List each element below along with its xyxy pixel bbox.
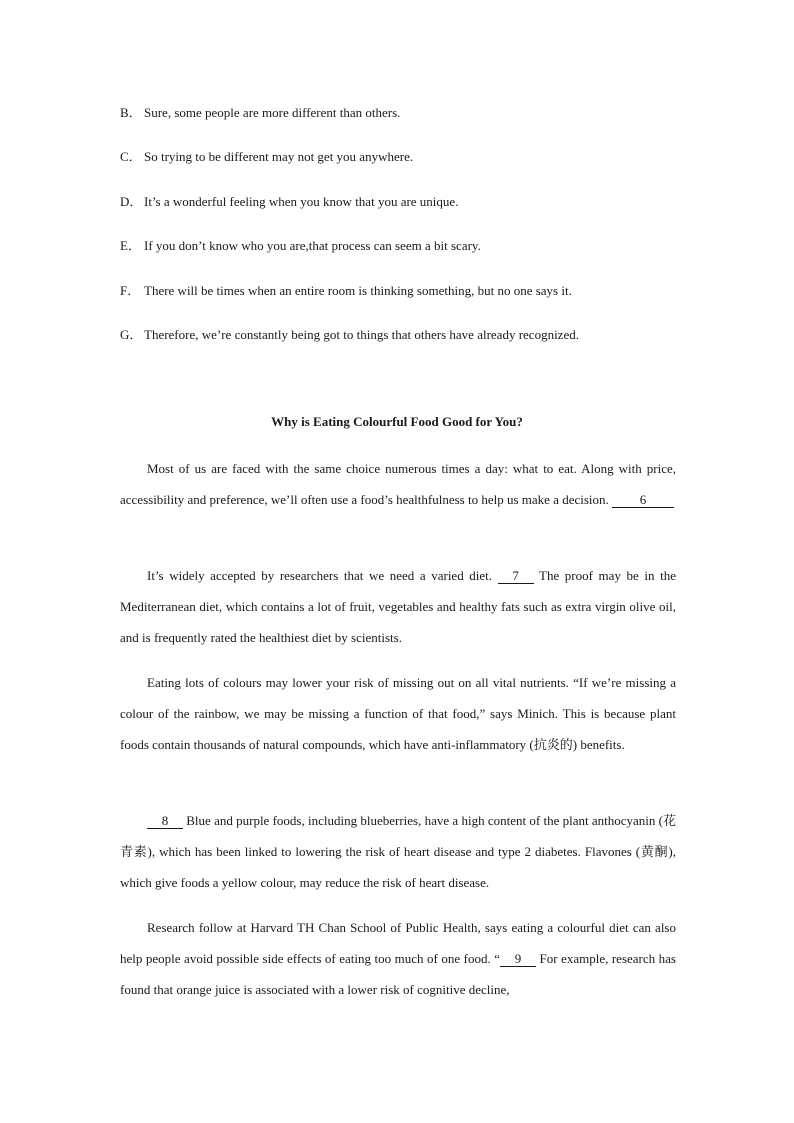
paragraph-1 — [120, 453, 676, 515]
option-d — [120, 194, 458, 210]
option-text: If you don’t know who you are,that process can seem a bit scary. — [144, 238, 481, 253]
option-b — [120, 105, 400, 121]
paragraph-text: Blue and purple foods, including blueberries, have a high content of the plant anthocyanin (花青素), which has been linked to lowering the risk of heart disease and type 2 diabetes. Flavones (黄酮), which give foods a yellow colour, may reduce the risk of heart disease. — [120, 813, 676, 890]
article-title: Why is Eating Colourful Food Good for You? — [271, 414, 523, 429]
option-text: Sure, some people are more different than others. — [144, 105, 401, 120]
paragraph-5 — [120, 912, 676, 1005]
option-letter: D． — [120, 194, 143, 209]
paragraph-text: It’s widely accepted by researchers that we need a varied diet. — [147, 568, 498, 583]
paragraph-text: The proof may be in the Mediterranean diet, which contains a lot of fruit, vegetables and healthy fats such as extra virgin olive oil, and is frequently rated the healthiest diet by scientists. — [120, 568, 676, 645]
answer-blank-9: 9 — [500, 951, 536, 967]
answer-blank-6: 6 — [612, 492, 674, 508]
paragraph-text: Most of us are faced with the same choice numerous times a day: what to eat. Along with price, accessibility and preference, we’ll often use a food’s healthfulness to help us make a decision. — [120, 461, 676, 507]
option-c — [120, 149, 413, 165]
paragraph-2 — [120, 560, 676, 653]
paragraph-text: For example, research has found that orange juice is associated with a lower risk of cognitive decline, — [120, 951, 676, 997]
paragraph-text: Eating lots of colours may lower your risk of missing out on all vital nutrients. “If we’re missing a colour of the rainbow, we may be missing a function of that food,” says Minich. This is because plant foods contain thousands of natural compounds, which have anti-inflammatory (抗炎的) benefits. — [120, 675, 676, 752]
option-letter: C． — [120, 149, 142, 164]
paragraph-3 — [120, 667, 676, 760]
answer-blank-8: 8 — [147, 813, 183, 829]
option-letter: F． — [120, 283, 141, 298]
option-g — [120, 327, 579, 343]
option-text: There will be times when an entire room is thinking something, but no one says it. — [144, 283, 572, 298]
option-text: So trying to be different may not get you anywhere. — [144, 149, 414, 164]
paragraph-4 — [120, 805, 676, 898]
option-text: It’s a wonderful feeling when you know that you are unique. — [144, 194, 459, 209]
option-letter: B． — [120, 105, 142, 120]
option-text: Therefore, we’re constantly being got to things that others have already recognized. — [144, 327, 579, 342]
option-f — [120, 283, 572, 299]
option-letter: E． — [120, 238, 141, 253]
option-e — [120, 238, 481, 254]
option-letter: G． — [120, 327, 143, 342]
paragraph-text: Research follow at Harvard TH Chan School of Public Health, says eating a colourful diet can also help people avoid possible side effects of eating too much of one food. “ — [120, 920, 676, 966]
answer-blank-7: 7 — [498, 568, 534, 584]
